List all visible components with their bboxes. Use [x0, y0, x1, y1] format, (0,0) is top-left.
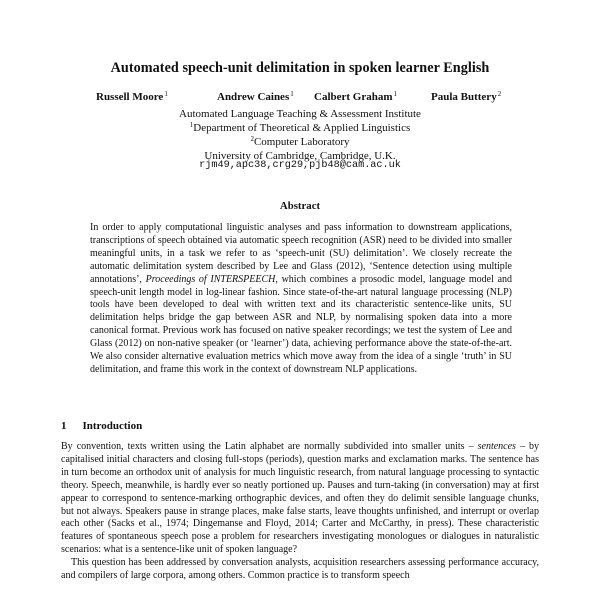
paragraph: By convention, texts written using the Latin alphabet are normally subdivided into smaller units – sentences – by capitalised initial characters and closing full-stops (periods), question marks and exclamation marks. The sentence has in turn become an orthodox unit of analysis for much linguistic research, from natural language processing to syntactic theory. Speech, meanwhile, is hardly ever so neatly portioned up. Pauses and turn-taking (in conversation) may at first appear to correspond to sentence-marking orthographic devices, and often they do delimit sensible language chunks, but not always. Speakers pause in strange places, make false starts, leave thoughts unfinished, and interrupt or overlap each other (Sacks et al., 1974; Dingemanse and Floyd, 2014; Carter and McCarthy, in press). These characteristic features of spontaneous speech pose a problem for researchers investigating monologues or dialogues in naturalistic scenarios: what is a sentence-like unit of spoken language? — [61, 441, 539, 556]
paragraph: This question has been addressed by conversation analysts, acquisition researchers assessing performance accuracy, and compilers of large corpora, among others. Common practice is to transform speech — [61, 557, 539, 582]
author-name: Andrew Caines$^1$ — [217, 90, 294, 103]
section-heading-introduction: 1 Introduction — [61, 420, 143, 432]
author-emails: rjm49,apc38,crg29,pjb48@cam.ac.uk — [199, 160, 401, 171]
author-name: Calbert Graham$^1$ — [314, 90, 398, 103]
author-name: Russell Moore$^1$ — [96, 90, 168, 103]
affiliation-line: Automated Language Teaching & Assessment Institute — [179, 108, 421, 120]
paper-title: Automated speech-unit delimitation in spoken learner English — [110, 60, 490, 76]
abstract-heading: Abstract — [279, 200, 321, 212]
introduction-body — [61, 441, 539, 583]
affiliation-line: $^1$Department of Theoretical & Applied Linguistics — [189, 121, 411, 134]
affiliation-line: $^2$Computer Laboratory — [250, 135, 350, 148]
abstract-body: In order to apply computational linguistic analyses and pass information to downstream applications, transcriptions of speech obtained via automatic speech recognition (ASR) need to be divided into smaller meaningful units, in a task we refer to as ‘speech-unit (SU) delimitation’. We closely recreate the automatic delimitation system described by Lee and Glass (2012), ‘Sentence detection using multiple annotations’, Proceedings of INTERSPEECH, which combines a prosodic model, language model and speech-unit length model in log-linear fashion. Since state-of-the-art natural language processing (NLP) tools have been developed to deal with written text and its characteristic sentence-like units, SU delimitation helps bridge the gap between ASR and NLP, by normalising spoken data into a more canonical format. Previous work has focused on native speaker recordings; we test the system of Lee and Glass (2012) on non-native speaker (or ‘learner’) data, achieving performance above the state-of-the-art. We also consider alternative evaluation metrics which move away from the idea of a single ‘truth’ in SU delimitation, and frame this work in the context of downstream NLP applications. — [90, 222, 513, 375]
affiliation-line: University of Cambridge, Cambridge, U.K. — [204, 150, 396, 162]
author-name: Paula Buttery$^2$ — [431, 90, 502, 103]
